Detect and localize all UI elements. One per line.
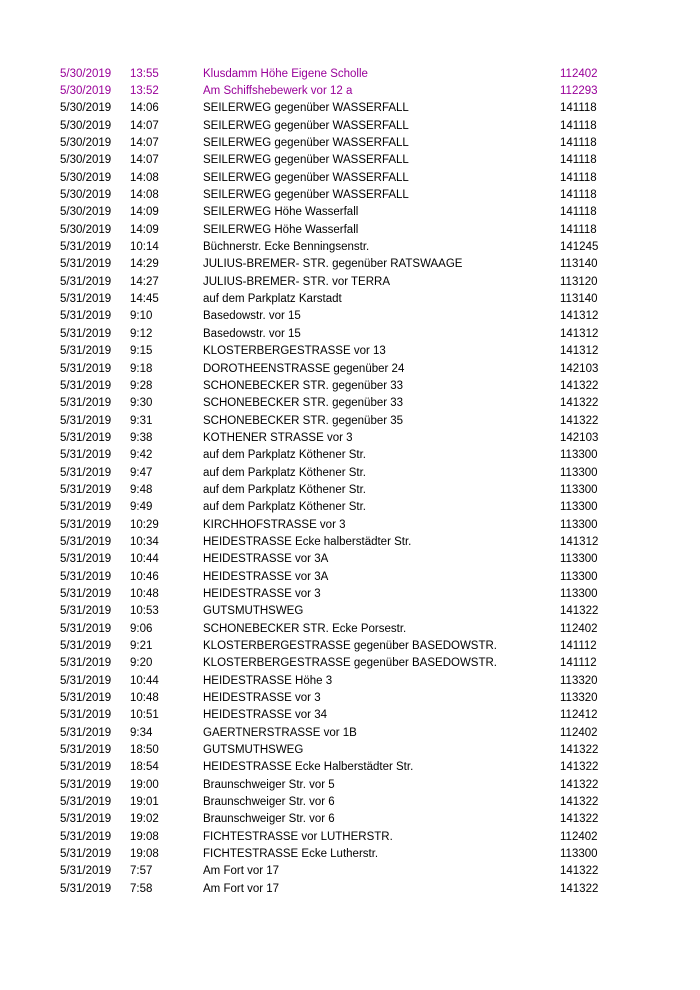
code-cell: 113140: [560, 293, 598, 306]
code-cell: 141322: [560, 865, 599, 878]
location-cell: Basedowstr. vor 15: [203, 327, 301, 340]
date-cell: 5/30/2019: [60, 119, 112, 132]
code-cell: 141322: [560, 796, 599, 809]
location-cell: FICHTESTRASSE vor LUTHERSTR.: [203, 830, 393, 843]
code-cell: 112402: [560, 726, 598, 739]
code-cell: 141322: [560, 379, 599, 392]
time-cell: 10:44: [130, 553, 159, 566]
date-cell: 5/31/2019: [60, 830, 112, 843]
location-cell: GUTSMUTHSWEG: [203, 605, 304, 618]
code-cell: 141118: [560, 102, 597, 115]
code-cell: 113300: [560, 518, 598, 531]
table-row: [0, 429, 700, 446]
time-cell: 9:31: [130, 414, 153, 427]
time-cell: 9:10: [130, 310, 153, 323]
table-row: [0, 759, 700, 776]
table-row: [0, 724, 700, 741]
date-cell: 5/30/2019: [60, 189, 112, 202]
code-cell: 141322: [560, 744, 599, 757]
table-row: [0, 603, 700, 620]
code-cell: 113320: [560, 692, 598, 705]
time-cell: 9:34: [130, 726, 153, 739]
location-cell: Am Schiffshebewerk vor 12 a: [203, 85, 353, 98]
date-cell: 5/31/2019: [60, 640, 112, 653]
time-cell: 9:42: [130, 449, 153, 462]
date-cell: 5/31/2019: [60, 501, 112, 514]
date-cell: 5/31/2019: [60, 605, 112, 618]
table-row: [0, 464, 700, 481]
time-cell: 10:29: [130, 518, 159, 531]
time-cell: 9:21: [130, 640, 153, 653]
date-cell: 5/31/2019: [60, 865, 112, 878]
code-cell: 141322: [560, 882, 599, 895]
location-cell: auf dem Parkplatz Köthener Str.: [203, 501, 367, 514]
date-cell: 5/31/2019: [60, 241, 112, 254]
code-cell: 141312: [560, 327, 599, 340]
table-row: [0, 655, 700, 672]
time-cell: 14:45: [130, 293, 159, 306]
location-cell: HEIDESTRASSE vor 3A: [203, 570, 329, 583]
code-cell: 113120: [560, 275, 598, 288]
location-cell: SCHÖNEBECKER STR. gegenüber 35: [203, 414, 404, 427]
code-cell: 141312: [560, 535, 599, 548]
code-cell: 113300: [560, 848, 598, 861]
date-cell: 5/30/2019: [60, 206, 112, 219]
time-cell: 14:08: [130, 189, 159, 202]
date-cell: 5/31/2019: [60, 726, 112, 739]
table-row: [0, 377, 700, 394]
table-row: [0, 117, 700, 134]
location-cell: auf dem Parkplatz Köthener Str.: [203, 466, 367, 479]
table-row: [0, 516, 700, 533]
date-cell: 5/31/2019: [60, 674, 112, 687]
code-cell: 112293: [560, 85, 598, 98]
code-cell: 112402: [560, 830, 598, 843]
location-cell: KLOSTERBERGESTRASSE gegenüber BASEDOWSTR.: [203, 657, 497, 670]
code-cell: 113320: [560, 674, 598, 687]
code-cell: 142103: [560, 431, 599, 444]
time-cell: 14:07: [130, 137, 159, 150]
time-cell: 10:48: [130, 587, 159, 600]
code-cell: 141312: [560, 310, 599, 323]
time-cell: 9:18: [130, 362, 153, 375]
time-cell: 7:57: [130, 865, 153, 878]
code-cell: 141322: [560, 778, 599, 791]
code-cell: 141322: [560, 761, 599, 774]
time-cell: 14:29: [130, 258, 159, 271]
code-cell: 113300: [560, 587, 598, 600]
date-cell: 5/31/2019: [60, 796, 112, 809]
table-row: [0, 568, 700, 585]
table-row: [0, 880, 700, 897]
location-cell: KLOSTERBERGESTRASSE gegenüber BASEDOWSTR.: [203, 640, 497, 653]
code-cell: 112402: [560, 67, 598, 80]
location-cell: Braunschweiger Str. vor 6: [203, 796, 335, 809]
table-row: [0, 134, 700, 151]
code-cell: 141118: [560, 223, 597, 236]
code-cell: 141112: [560, 640, 597, 653]
date-cell: 5/31/2019: [60, 553, 112, 566]
log-table: [0, 65, 700, 898]
location-cell: Büchnerstr. Ecke Benningsenstr.: [203, 241, 370, 254]
date-cell: 5/31/2019: [60, 848, 112, 861]
date-cell: 5/31/2019: [60, 466, 112, 479]
code-cell: 141118: [560, 206, 597, 219]
time-cell: 14:08: [130, 171, 159, 184]
time-cell: 9:15: [130, 345, 153, 358]
location-cell: SEILERWEG Höhe Wasserfall: [203, 223, 359, 236]
table-row: [0, 585, 700, 602]
table-row: [0, 845, 700, 862]
date-cell: 5/30/2019: [60, 67, 112, 80]
time-cell: 10:53: [130, 605, 159, 618]
time-cell: 13:52: [130, 85, 159, 98]
location-cell: SEILERWEG gegenüber WASSERFALL: [203, 189, 409, 202]
location-cell: HEIDESTRASSE Höhe 3: [203, 674, 333, 687]
time-cell: 18:54: [130, 761, 159, 774]
time-cell: 10:51: [130, 709, 159, 722]
date-cell: 5/31/2019: [60, 362, 112, 375]
location-cell: HEIDESTRASSE vor 3: [203, 587, 321, 600]
table-row: [0, 863, 700, 880]
date-cell: 5/30/2019: [60, 154, 112, 167]
code-cell: 141118: [560, 119, 597, 132]
location-cell: FICHTESTRASSE Ecke Lutherstr.: [203, 848, 379, 861]
code-cell: 113300: [560, 553, 598, 566]
date-cell: 5/31/2019: [60, 778, 112, 791]
location-cell: SEILERWEG Höhe Wasserfall: [203, 206, 359, 219]
table-row: [0, 533, 700, 550]
table-row: [0, 481, 700, 498]
table-row: [0, 360, 700, 377]
time-cell: 18:50: [130, 744, 159, 757]
date-cell: 5/31/2019: [60, 258, 112, 271]
code-cell: 113300: [560, 570, 598, 583]
table-row: [0, 273, 700, 290]
code-cell: 113300: [560, 483, 598, 496]
time-cell: 19:08: [130, 848, 159, 861]
code-cell: 141322: [560, 605, 599, 618]
time-cell: 9:06: [130, 622, 153, 635]
time-cell: 10:48: [130, 692, 159, 705]
table-row: [0, 82, 700, 99]
table-row: [0, 793, 700, 810]
table-row: [0, 828, 700, 845]
table-row: [0, 204, 700, 221]
table-row: [0, 186, 700, 203]
time-cell: 10:44: [130, 674, 159, 687]
date-cell: 5/31/2019: [60, 813, 112, 826]
table-row: [0, 221, 700, 238]
location-cell: SEILERWEG gegenüber WASSERFALL: [203, 171, 409, 184]
time-cell: 14:09: [130, 223, 159, 236]
table-row: [0, 65, 700, 82]
date-cell: 5/31/2019: [60, 275, 112, 288]
table-row: [0, 308, 700, 325]
code-cell: 141118: [560, 137, 597, 150]
location-cell: GAERTNERSTRASSE vor 1B: [203, 726, 357, 739]
location-cell: auf dem Parkplatz Köthener Str.: [203, 483, 367, 496]
location-cell: Braunschweiger Str. vor 5: [203, 778, 335, 791]
date-cell: 5/30/2019: [60, 137, 112, 150]
table-row: [0, 689, 700, 706]
location-cell: SCHÖNEBECKER STR. Ecke Porsestr.: [203, 622, 407, 635]
date-cell: 5/31/2019: [60, 293, 112, 306]
table-row: [0, 325, 700, 342]
table-row: [0, 776, 700, 793]
time-cell: 7:58: [130, 882, 153, 895]
date-cell: 5/30/2019: [60, 102, 112, 115]
date-cell: 5/31/2019: [60, 657, 112, 670]
code-cell: 141322: [560, 397, 599, 410]
table-row: [0, 637, 700, 654]
time-cell: 19:01: [130, 796, 159, 809]
time-cell: 13:55: [130, 67, 159, 80]
location-cell: HEIDESTRASSE Ecke halberstädter Str.: [203, 535, 412, 548]
table-row: [0, 169, 700, 186]
time-cell: 9:48: [130, 483, 153, 496]
code-cell: 141245: [560, 241, 599, 254]
date-cell: 5/31/2019: [60, 709, 112, 722]
location-cell: JULIUS-BREMER- STR. vor TERRA: [203, 275, 391, 288]
location-cell: HEIDESTRASSE vor 3A: [203, 553, 329, 566]
location-cell: Am Fort vor 17: [203, 882, 280, 895]
time-cell: 10:34: [130, 535, 159, 548]
date-cell: 5/31/2019: [60, 692, 112, 705]
table-row: [0, 100, 700, 117]
date-cell: 5/31/2019: [60, 587, 112, 600]
date-cell: 5/31/2019: [60, 761, 112, 774]
date-cell: 5/31/2019: [60, 622, 112, 635]
code-cell: 113300: [560, 466, 598, 479]
location-cell: KLOSTERBERGESTRASSE vor 13: [203, 345, 386, 358]
time-cell: 19:00: [130, 778, 159, 791]
table-row: [0, 152, 700, 169]
code-cell: 141118: [560, 171, 597, 184]
location-cell: SEILERWEG gegenüber WASSERFALL: [203, 102, 409, 115]
location-cell: auf dem Parkplatz Karstadt: [203, 293, 342, 306]
location-cell: JULIUS-BREMER- STR. gegenüber RATSWAAGE: [203, 258, 463, 271]
location-cell: SEILERWEG gegenüber WASSERFALL: [203, 119, 409, 132]
location-cell: SCHÖNEBECKER STR. gegenüber 33: [203, 397, 404, 410]
date-cell: 5/31/2019: [60, 379, 112, 392]
time-cell: 14:06: [130, 102, 159, 115]
date-cell: 5/31/2019: [60, 518, 112, 531]
date-cell: 5/30/2019: [60, 85, 112, 98]
table-row: [0, 499, 700, 516]
location-cell: GUTSMUTHSWEG: [203, 744, 304, 757]
table-row: [0, 741, 700, 758]
time-cell: 14:27: [130, 275, 159, 288]
table-row: [0, 707, 700, 724]
location-cell: Basedowstr. vor 15: [203, 310, 301, 323]
code-cell: 141322: [560, 414, 599, 427]
code-cell: 142103: [560, 362, 599, 375]
table-row: [0, 811, 700, 828]
code-cell: 113300: [560, 501, 598, 514]
location-cell: SEILERWEG gegenüber WASSERFALL: [203, 137, 409, 150]
code-cell: 113140: [560, 258, 598, 271]
table-row: [0, 447, 700, 464]
table-row: [0, 412, 700, 429]
date-cell: 5/30/2019: [60, 223, 112, 236]
location-cell: SEILERWEG gegenüber WASSERFALL: [203, 154, 409, 167]
date-cell: 5/31/2019: [60, 882, 112, 895]
code-cell: 112402: [560, 622, 598, 635]
code-cell: 141112: [560, 657, 597, 670]
time-cell: 9:12: [130, 327, 153, 340]
code-cell: 141312: [560, 345, 599, 358]
time-cell: 10:14: [130, 241, 159, 254]
time-cell: 14:07: [130, 119, 159, 132]
date-cell: 5/31/2019: [60, 345, 112, 358]
table-row: [0, 238, 700, 255]
date-cell: 5/31/2019: [60, 414, 112, 427]
location-cell: Braunschweiger Str. vor 6: [203, 813, 335, 826]
location-cell: DOROTHEENSTRASSE gegenüber 24: [203, 362, 405, 375]
time-cell: 14:09: [130, 206, 159, 219]
location-cell: auf dem Parkplatz Köthener Str.: [203, 449, 367, 462]
location-cell: HEIDESTRASSE Ecke Halberstädter Str.: [203, 761, 414, 774]
table-row: [0, 395, 700, 412]
table-row: [0, 672, 700, 689]
table-row: [0, 256, 700, 273]
time-cell: 9:47: [130, 466, 153, 479]
date-cell: 5/31/2019: [60, 535, 112, 548]
code-cell: 141322: [560, 813, 599, 826]
log-table-body: [0, 65, 700, 898]
code-cell: 112412: [560, 709, 598, 722]
location-cell: Klusdamm Höhe Eigene Scholle: [203, 67, 368, 80]
date-cell: 5/31/2019: [60, 449, 112, 462]
date-cell: 5/30/2019: [60, 171, 112, 184]
date-cell: 5/31/2019: [60, 744, 112, 757]
location-cell: KIRCHHOFSTRASSE vor 3: [203, 518, 346, 531]
time-cell: 14:07: [130, 154, 159, 167]
location-cell: SCHÖNEBECKER STR. gegenüber 33: [203, 379, 404, 392]
time-cell: 19:02: [130, 813, 159, 826]
time-cell: 19:08: [130, 830, 159, 843]
time-cell: 9:49: [130, 501, 153, 514]
code-cell: 141118: [560, 189, 597, 202]
time-cell: 9:38: [130, 431, 153, 444]
date-cell: 5/31/2019: [60, 327, 112, 340]
code-cell: 113300: [560, 449, 598, 462]
table-row: [0, 343, 700, 360]
location-cell: HEIDESTRASSE vor 34: [203, 709, 327, 722]
date-cell: 5/31/2019: [60, 570, 112, 583]
code-cell: 141118: [560, 154, 597, 167]
table-row: [0, 620, 700, 637]
location-cell: KÖTHENER STRASSE vor 3: [203, 431, 353, 444]
time-cell: 9:30: [130, 397, 153, 410]
date-cell: 5/31/2019: [60, 310, 112, 323]
date-cell: 5/31/2019: [60, 483, 112, 496]
table-row: [0, 551, 700, 568]
table-row: [0, 290, 700, 307]
date-cell: 5/31/2019: [60, 431, 112, 444]
location-cell: Am Fort vor 17: [203, 865, 280, 878]
time-cell: 9:20: [130, 657, 153, 670]
time-cell: 9:28: [130, 379, 153, 392]
location-cell: HEIDESTRASSE vor 3: [203, 692, 321, 705]
time-cell: 10:46: [130, 570, 159, 583]
date-cell: 5/31/2019: [60, 397, 112, 410]
